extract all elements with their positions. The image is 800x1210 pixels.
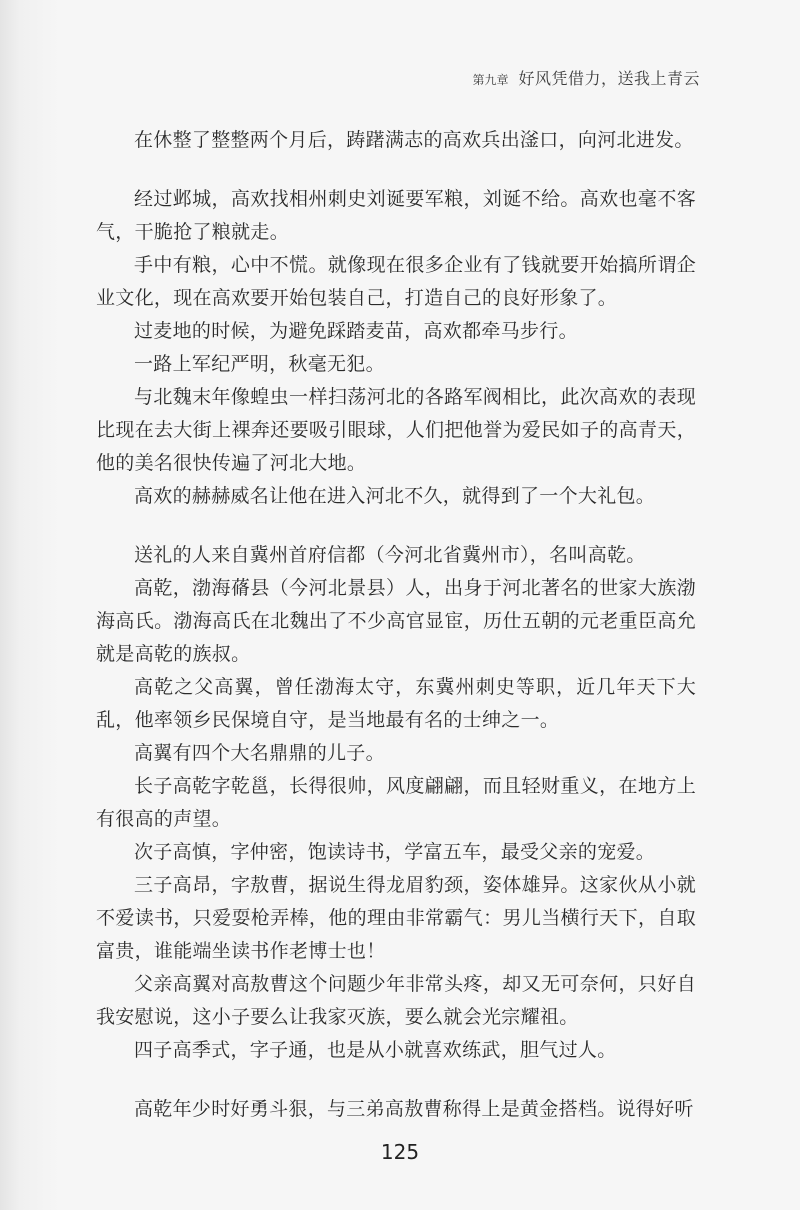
paragraph: 经过邺城，高欢找相州刺史刘诞要军粮，刘诞不给。高欢也毫不客气，干脆抢了粮就走。 — [96, 188, 696, 243]
paragraph: 送礼的人来自冀州首府信都（今河北省冀州市），名叫高乾。 — [134, 544, 646, 566]
paragraph: 与北魏末年像蝗虫一样扫荡河北的各路军阀相比，此次高欢的表现比现在去大街上裸奔还要吸引眼球，人们把他誉为爱民如子的高青天，他的美名很快传遍了河北大地。 — [96, 386, 696, 474]
paragraph: 四子高季式，字子通，也是从小就喜欢练武，胆气过人。 — [134, 1039, 617, 1061]
paragraph: 三子高昂，字敖曹，据说生得龙眉豹颈，姿体雄异。这家伙从小就不爱读书，只爱耍枪弄棒，他的理由非常霸气：男儿当横行天下，自取富贵，谁能端坐读书作老博士也！ — [96, 874, 696, 962]
paragraph: 高乾年少时好勇斗狠，与三弟高敖曹称得上是黄金搭档。说得好听 — [134, 1098, 694, 1120]
paragraph: 手中有粮，心中不慌。就像现在很多企业有了钱就要开始搞所谓企业文化，现在高欢要开始包装自己，打造自己的良好形象了。 — [96, 254, 696, 309]
paragraph: 高乾之父高翼，曾任渤海太守，东冀州刺史等职，近几年天下大乱，他率领乡民保境自守，是当地最有名的士绅之一。 — [96, 676, 696, 731]
running-header — [472, 66, 700, 89]
page-number: 125 — [380, 1140, 420, 1164]
chapter-title: 好风凭借力，送我上青云 — [518, 69, 700, 88]
paragraph: 在休整了整整两个月后，踌躇满志的高欢兵出滏口，向河北进发。 — [134, 129, 694, 151]
paragraph: 次子高慎，字仲密，饱读诗书，学富五车，最受父亲的宠爱。 — [134, 841, 656, 863]
paragraph: 父亲高翼对高敖曹这个问题少年非常头疼，却又无可奈何，只好自我安慰说，这小子要么让我家灭族，要么就会光宗耀祖。 — [96, 973, 696, 1028]
paragraph: 过麦地的时候，为避免踩踏麦苗，高欢都牵马步行。 — [134, 320, 578, 342]
paragraph: 长子高乾字乾邕，长得很帅，风度翩翩，而且轻财重义，在地方上有很高的声望。 — [96, 775, 696, 830]
paragraph: 高翼有四个大名鼎鼎的儿子。 — [134, 742, 385, 764]
paragraph: 一路上军纪严明，秋毫无犯。 — [134, 353, 385, 375]
paragraph: 高欢的赫赫威名让他在进入河北不久，就得到了一个大礼包。 — [134, 485, 656, 507]
paragraph: 高乾，渤海蓨县（今河北景县）人，出身于河北著名的世家大族渤海高氏。渤海高氏在北魏出了不少高官显宦，历仕五朝的元老重臣高允就是高乾的族叔。 — [96, 577, 696, 665]
body-text — [96, 124, 696, 1126]
chapter-label: 第九章 — [472, 73, 509, 87]
